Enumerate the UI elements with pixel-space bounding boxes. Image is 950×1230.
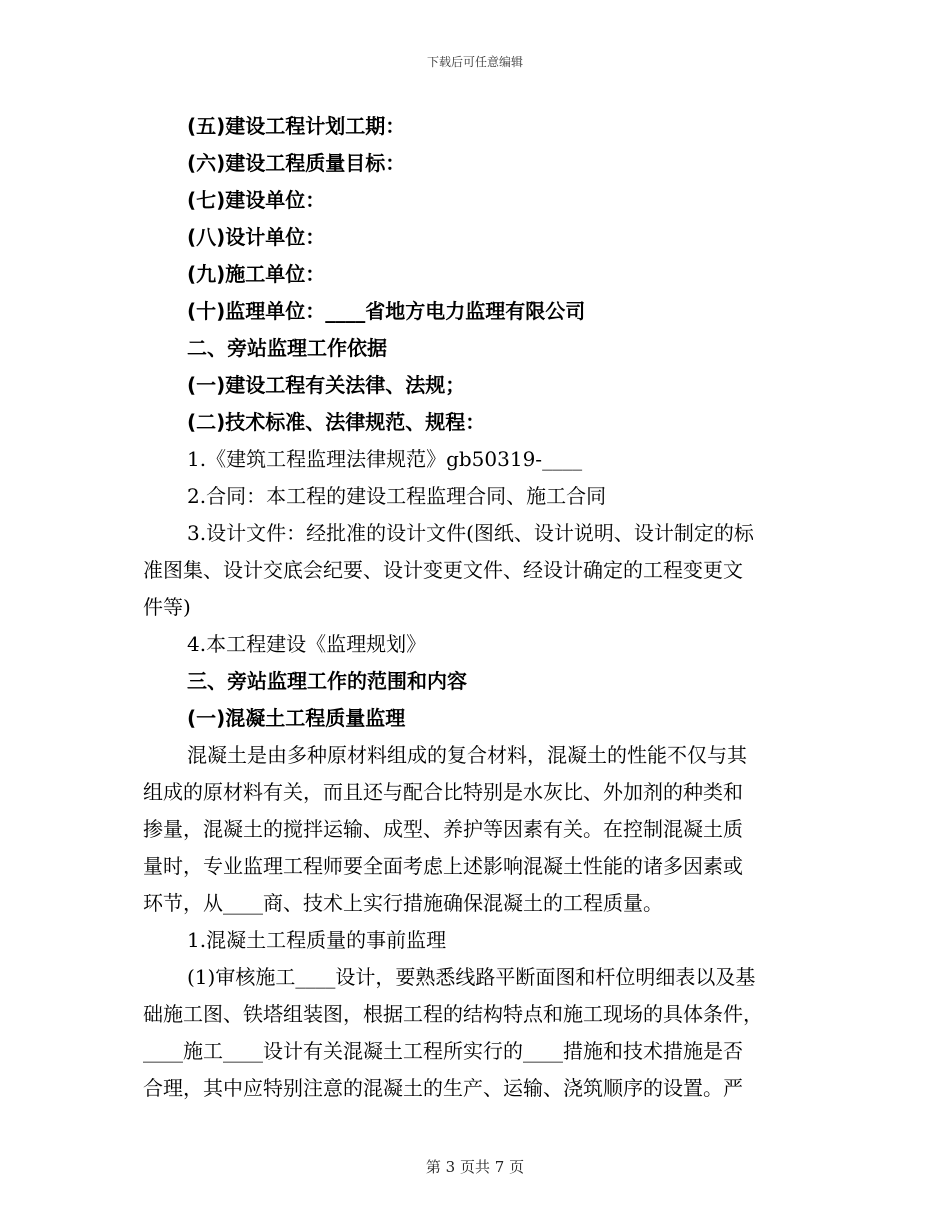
section-2-sub-2: (二)技术标准、法律规范、规程： — [187, 410, 486, 434]
paragraph-line: 量时，专业监理工程师要全面考虑上述影响混凝土性能的诸多因素或 — [143, 854, 743, 878]
basis-list-item-3-line-3: 件等) — [143, 595, 191, 619]
section-2-sub-1: (一)建设工程有关法律、法规； — [187, 373, 466, 397]
item-contractor: (九)施工单位： — [187, 262, 326, 286]
paragraph-line: 础施工图、铁塔组装图，根据工程的结构特点和施工现场的具体条件， — [143, 1002, 763, 1026]
basis-list-item-3-line-2: 准图集、设计交底会纪要、设计变更文件、经设计确定的工程变更文 — [143, 558, 743, 582]
paragraph-line: 组成的原材料有关，而且还与配合比特别是水灰比、外加剂的种类和 — [143, 780, 743, 804]
item-supervisor: (十)监理单位：____省地方电力监理有限公司 — [187, 299, 586, 323]
page-header: 下载后可任意编辑 — [426, 55, 523, 69]
paragraph-line: 掺量，混凝土的搅拌运输、成型、养护等因素有关。在控制混凝土质 — [143, 817, 743, 841]
basis-list-item-1: 1.《建筑工程监理法律规范》gb50319-____ — [187, 447, 583, 471]
item-designer: (八)设计单位： — [187, 225, 326, 249]
item-quality-target: (六)建设工程质量目标： — [187, 151, 406, 175]
item-schedule: (五)建设工程计划工期： — [187, 114, 406, 138]
basis-list-item-2: 2.合同：本工程的建设工程监理合同、施工合同 — [187, 484, 607, 508]
basis-list-item-4: 4.本工程建设《监理规划》 — [187, 632, 427, 656]
document-body — [143, 108, 808, 1107]
page-footer: 第 3 页共 7 页 — [425, 1158, 525, 1176]
paragraph-line: (1)审核施工____设计，要熟悉线路平断面图和杆位明细表以及基 — [187, 965, 756, 989]
section-3-title: 三、旁站监理工作的范围和内容 — [187, 669, 467, 693]
paragraph-line: 环节，从____商、技术上实行措施确保混凝土的工程质量。 — [143, 891, 663, 915]
section-3-sub-1: (一)混凝土工程质量监理 — [187, 706, 406, 730]
section-2-title: 二、旁站监理工作依据 — [187, 336, 387, 360]
item-owner: (七)建设单位： — [187, 188, 326, 212]
paragraph-line: ____施工____设计有关混凝土工程所实行的____措施和技术措施是否 — [143, 1039, 743, 1063]
basis-list-item-3-line-1: 3.设计文件：经批准的设计文件(图纸、设计说明、设计制定的标 — [187, 521, 754, 545]
paragraph-line: 合理，其中应特别注意的混凝土的生产、运输、浇筑顺序的设置。严 — [143, 1076, 743, 1100]
paragraph-line: 混凝土是由多种原材料组成的复合材料，混凝土的性能不仅与其 — [187, 743, 747, 767]
subsection-item-1: 1.混凝土工程质量的事前监理 — [187, 928, 447, 952]
